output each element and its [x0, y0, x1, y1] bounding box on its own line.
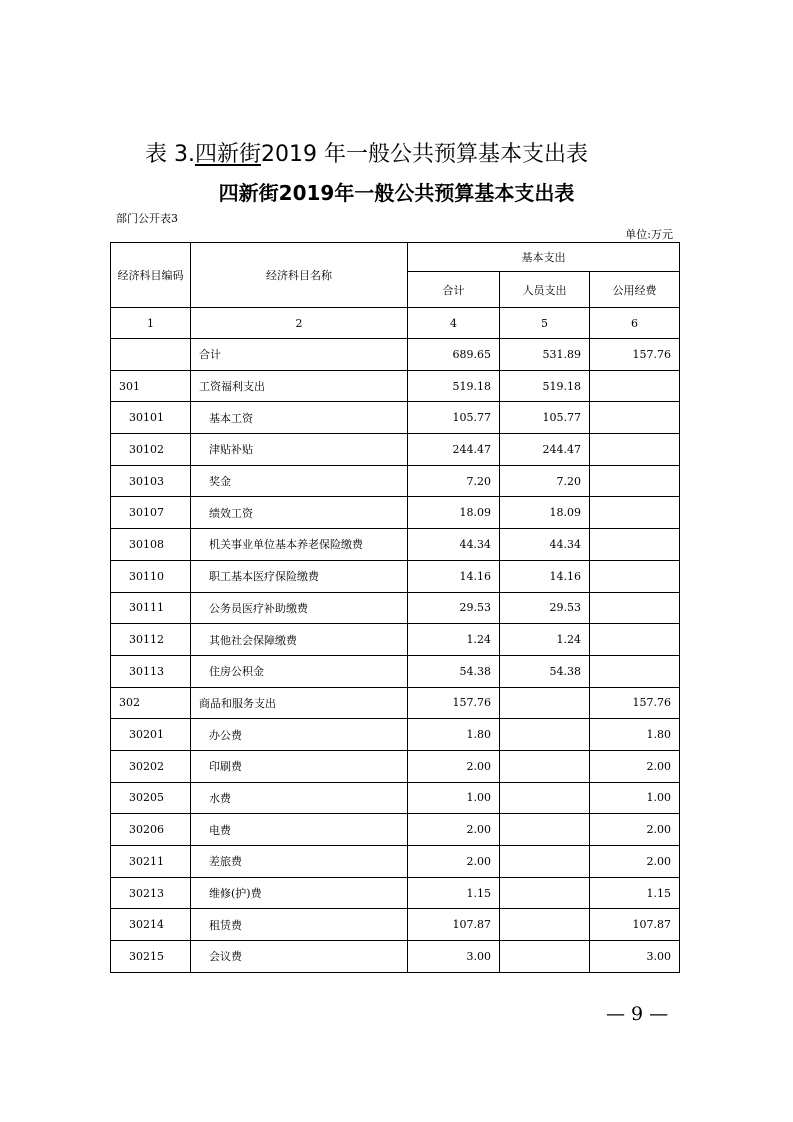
- row-public: [590, 434, 680, 466]
- table-row: [111, 402, 680, 434]
- row-public: 1.80: [590, 719, 680, 751]
- row-public: 2.00: [590, 846, 680, 878]
- table-row: [111, 687, 680, 719]
- row-public: [590, 592, 680, 624]
- row-name: 商品和服务支出: [191, 687, 408, 719]
- row-code: 30108: [111, 529, 191, 561]
- header-code: 经济科目编码: [111, 243, 191, 308]
- table-row: [111, 814, 680, 846]
- column-index: 1: [111, 308, 191, 339]
- table-row: [111, 434, 680, 466]
- row-code: 30102: [111, 434, 191, 466]
- row-code: 30201: [111, 719, 191, 751]
- row-total: 44.34: [408, 529, 500, 561]
- row-personnel: [500, 750, 590, 782]
- row-personnel: 7.20: [500, 465, 590, 497]
- column-index: 4: [408, 308, 500, 339]
- row-public: [590, 624, 680, 656]
- row-public: 157.76: [590, 687, 680, 719]
- row-public: 2.00: [590, 814, 680, 846]
- table-row: [111, 719, 680, 751]
- row-public: [590, 655, 680, 687]
- header-basic-expenditure: 基本支出: [408, 243, 680, 272]
- row-public: 107.87: [590, 909, 680, 941]
- table-row: [111, 750, 680, 782]
- row-code: 30205: [111, 782, 191, 814]
- row-name: 电费: [191, 814, 408, 846]
- row-total: 519.18: [408, 370, 500, 402]
- heading-department: 四新街: [194, 142, 261, 167]
- table-row: [111, 941, 680, 973]
- row-name: 住房公积金: [191, 655, 408, 687]
- row-name: 其他社会保障缴费: [191, 624, 408, 656]
- table-row: [111, 909, 680, 941]
- header-total: 合计: [408, 272, 500, 308]
- table-row: [111, 877, 680, 909]
- table-row: [111, 465, 680, 497]
- page-number: — 9 —: [606, 1003, 669, 1025]
- row-total: 689.65: [408, 339, 500, 371]
- row-public: [590, 402, 680, 434]
- row-personnel: [500, 687, 590, 719]
- table-row: [111, 497, 680, 529]
- row-total: 29.53: [408, 592, 500, 624]
- row-name: 公务员医疗补助缴费: [191, 592, 408, 624]
- row-name: 工资福利支出: [191, 370, 408, 402]
- row-personnel: [500, 846, 590, 878]
- unit-label: 单位:万元: [625, 228, 673, 241]
- row-code: 30214: [111, 909, 191, 941]
- row-total: 7.20: [408, 465, 500, 497]
- row-name: 印刷费: [191, 750, 408, 782]
- heading-prefix: 表 3.: [145, 142, 195, 167]
- row-code: 30206: [111, 814, 191, 846]
- row-name: 差旅费: [191, 846, 408, 878]
- row-name: 职工基本医疗保险缴费: [191, 560, 408, 592]
- row-personnel: 29.53: [500, 592, 590, 624]
- row-total: 2.00: [408, 846, 500, 878]
- row-personnel: 14.16: [500, 560, 590, 592]
- table-row: [111, 529, 680, 561]
- row-public: 3.00: [590, 941, 680, 973]
- row-total: 105.77: [408, 402, 500, 434]
- row-code: 30110: [111, 560, 191, 592]
- column-index-row: [111, 308, 680, 339]
- row-name: 维修(护)费: [191, 877, 408, 909]
- row-personnel: [500, 782, 590, 814]
- row-code: 30113: [111, 655, 191, 687]
- row-total: 157.76: [408, 687, 500, 719]
- row-personnel: [500, 814, 590, 846]
- row-public: [590, 465, 680, 497]
- row-name: 会议费: [191, 941, 408, 973]
- column-index: 6: [590, 308, 680, 339]
- row-personnel: 1.24: [500, 624, 590, 656]
- row-name: 津贴补贴: [191, 434, 408, 466]
- row-public: [590, 529, 680, 561]
- row-total: 107.87: [408, 909, 500, 941]
- row-personnel: 18.09: [500, 497, 590, 529]
- row-total: 1.80: [408, 719, 500, 751]
- row-name: 绩效工资: [191, 497, 408, 529]
- row-personnel: [500, 909, 590, 941]
- table-row: [111, 846, 680, 878]
- row-code: 30211: [111, 846, 191, 878]
- row-public: 1.00: [590, 782, 680, 814]
- row-code: 30215: [111, 941, 191, 973]
- row-personnel: [500, 719, 590, 751]
- row-name: 奖金: [191, 465, 408, 497]
- row-personnel: [500, 877, 590, 909]
- table-code-label: 部门公开表3: [116, 212, 178, 225]
- row-personnel: [500, 941, 590, 973]
- row-personnel: 44.34: [500, 529, 590, 561]
- header-personnel: 人员支出: [500, 272, 590, 308]
- row-personnel: 519.18: [500, 370, 590, 402]
- row-name: 水费: [191, 782, 408, 814]
- row-code: 301: [111, 370, 191, 402]
- row-public: 1.15: [590, 877, 680, 909]
- row-name: 机关事业单位基本养老保险缴费: [191, 529, 408, 561]
- row-code: 30213: [111, 877, 191, 909]
- row-total: 1.24: [408, 624, 500, 656]
- table-body: [111, 339, 680, 973]
- row-code: 30103: [111, 465, 191, 497]
- column-index: 5: [500, 308, 590, 339]
- row-code: 30101: [111, 402, 191, 434]
- row-code: 30111: [111, 592, 191, 624]
- document-heading: [145, 137, 588, 168]
- row-total: 1.15: [408, 877, 500, 909]
- row-public: [590, 560, 680, 592]
- row-public: 2.00: [590, 750, 680, 782]
- row-code: 30202: [111, 750, 191, 782]
- column-index: 2: [191, 308, 408, 339]
- table-row: [111, 782, 680, 814]
- table-row: [111, 339, 680, 371]
- row-total: 2.00: [408, 750, 500, 782]
- row-code: 30107: [111, 497, 191, 529]
- row-total: 244.47: [408, 434, 500, 466]
- row-code: 302: [111, 687, 191, 719]
- table-row: [111, 624, 680, 656]
- row-total: 18.09: [408, 497, 500, 529]
- row-personnel: 531.89: [500, 339, 590, 371]
- table-row: [111, 370, 680, 402]
- row-personnel: 244.47: [500, 434, 590, 466]
- header-name: 经济科目名称: [191, 243, 408, 308]
- row-code: [111, 339, 191, 371]
- row-total: 54.38: [408, 655, 500, 687]
- row-public: 157.76: [590, 339, 680, 371]
- row-public: [590, 497, 680, 529]
- row-name: 合计: [191, 339, 408, 371]
- heading-suffix: 2019 年一般公共预算基本支出表: [261, 142, 588, 167]
- row-personnel: 54.38: [500, 655, 590, 687]
- row-total: 2.00: [408, 814, 500, 846]
- row-name: 基本工资: [191, 402, 408, 434]
- row-name: 办公费: [191, 719, 408, 751]
- table-row: [111, 592, 680, 624]
- row-total: 14.16: [408, 560, 500, 592]
- table-row: [111, 560, 680, 592]
- table-row: [111, 655, 680, 687]
- table-title: 四新街2019年一般公共预算基本支出表: [218, 181, 575, 205]
- row-name: 租赁费: [191, 909, 408, 941]
- row-public: [590, 370, 680, 402]
- row-total: 1.00: [408, 782, 500, 814]
- row-total: 3.00: [408, 941, 500, 973]
- budget-table: [110, 242, 680, 973]
- row-code: 30112: [111, 624, 191, 656]
- header-public: 公用经费: [590, 272, 680, 308]
- row-personnel: 105.77: [500, 402, 590, 434]
